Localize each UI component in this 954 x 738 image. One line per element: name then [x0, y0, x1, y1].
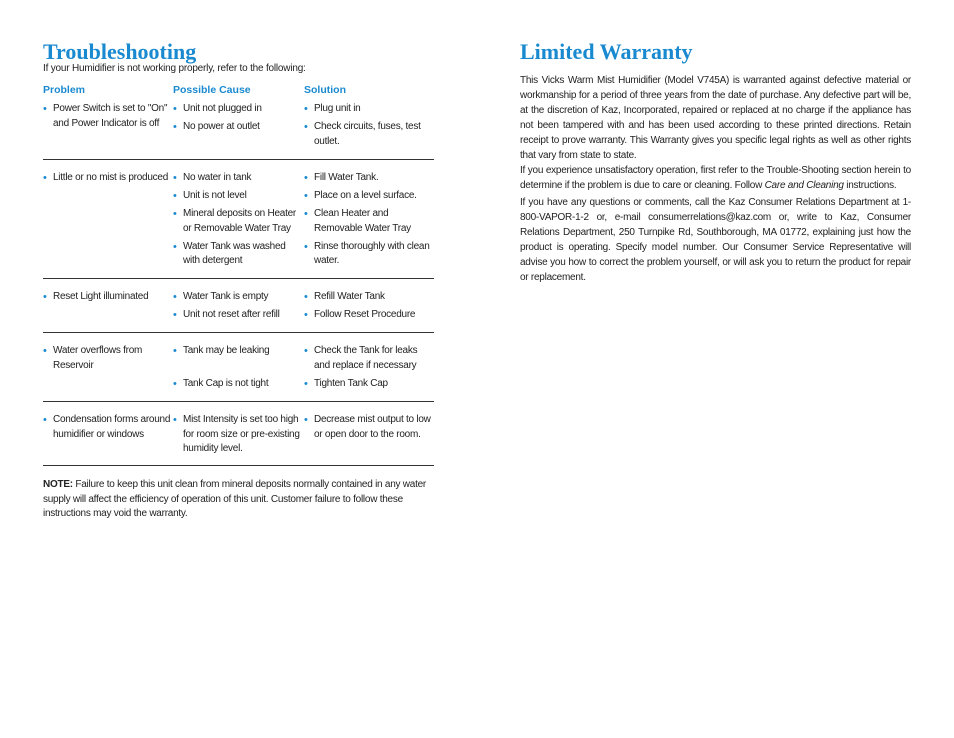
solution-item: • Refill Water Tank	[304, 290, 434, 305]
note-label: NOTE:	[43, 479, 73, 490]
row1-solutions	[304, 102, 434, 149]
warranty-paragraph-3: If you have any questions or comments, call the Kaz Consumer Relations Department at 1-800-VAPOR-1-2 or, e-mail consumerrelations@kaz.com or, write to Kaz, Consumer Relations Department, 250 Turnpike Rd, Southborough, MA 01772, explaining just how the product is operating. Specify model number. Our Consumer Service Representative will advise you how to correct the problem yourself, or will ask you to return the product for repair or replacement.	[520, 197, 911, 283]
cause-item: • No water in tank	[173, 171, 303, 186]
problem-item: • Water overflows from Reservoir	[43, 344, 161, 373]
cause-item: • Mineral deposits on Heater or Removable Water Tray	[173, 207, 303, 236]
row-divider	[43, 332, 434, 333]
row-divider	[43, 159, 434, 160]
row4-solutions	[304, 344, 434, 391]
row-divider	[43, 278, 434, 279]
row3-causes	[173, 290, 303, 323]
row3-problem	[43, 290, 169, 305]
row5-problem	[43, 413, 173, 442]
row1-causes	[173, 102, 303, 135]
solution-item: • Check the Tank for leaks and replace if necessary	[304, 344, 434, 373]
solution-item: • Place on a level surface.	[304, 189, 434, 204]
header-problem: Problem	[43, 84, 86, 96]
cause-item: • No power at outlet	[173, 120, 303, 135]
problem-item: • Condensation forms around humidifier or windows	[43, 413, 173, 442]
cause-item: • Water Tank is empty	[173, 290, 303, 305]
cause-item: • Unit not reset after refill	[173, 308, 303, 323]
solution-item: • Decrease mist output to low or open door to the room.	[304, 413, 434, 442]
row4-problem	[43, 344, 161, 373]
cause-item: • Unit not plugged in	[173, 102, 303, 117]
row4-causes	[173, 344, 303, 391]
solution-item: • Follow Reset Procedure	[304, 308, 434, 323]
solution-item: • Check circuits, fuses, test outlet.	[304, 120, 434, 149]
row1-problem	[43, 102, 169, 131]
cause-item: • Mist Intensity is set too high for room size or pre-existing humidity level.	[173, 413, 303, 457]
cause-item: • Tank may be leaking	[173, 344, 303, 359]
warranty-note	[43, 478, 435, 522]
row2-solutions	[304, 171, 434, 269]
row-divider	[43, 465, 434, 466]
problem-item: • Little or no mist is produced	[43, 171, 175, 186]
row5-causes	[173, 413, 303, 457]
row5-solutions	[304, 413, 434, 442]
cause-item: • Tank Cap is not tight	[173, 377, 303, 392]
row2-causes	[173, 171, 303, 269]
warranty-title: Limited Warranty	[520, 39, 693, 64]
header-possible-cause: Possible Cause	[173, 84, 251, 96]
care-and-cleaning-ref: Care and Cleaning	[764, 180, 844, 191]
warranty-paragraph-1: This Vicks Warm Mist Humidifier (Model V745A) is warranted against defective material or workmanship for a period of three years from the date of purchase. Any defective part will be, at the discretion of Kaz, Incorporated, repaired or replaced at no charge if the appliance has not been tampered with and has been used according to these printed directions. Retain receipt to prove warranty. This Warranty gives you specific legal rights as well as other rights that vary from state to state.	[520, 75, 911, 161]
paragraph-text: instructions.	[843, 180, 897, 191]
cause-item: • Water Tank was washed with detergent	[173, 240, 303, 269]
row-divider	[43, 401, 434, 402]
header-solution: Solution	[304, 84, 346, 96]
solution-item: • Rinse thoroughly with clean water.	[304, 240, 434, 269]
troubleshooting-intro: If your Humidifier is not working properly, refer to the following:	[43, 63, 306, 74]
cause-item: • Unit is not level	[173, 189, 303, 204]
warranty-paragraph-2	[520, 163, 911, 193]
troubleshooting-title: Troubleshooting	[43, 39, 197, 64]
solution-item: • Fill Water Tank.	[304, 171, 434, 186]
solution-item: • Tighten Tank Cap	[304, 377, 434, 392]
note-text: Failure to keep this unit clean from mineral deposits normally contained in any water supply will affect the efficiency of operation of this unit. Customer failure to follow these instructions may void the warranty.	[43, 479, 426, 519]
solution-item: • Clean Heater and Removable Water Tray	[304, 207, 434, 236]
row3-solutions	[304, 290, 434, 323]
problem-item: • Power Switch is set to "On" and Power Indicator is off	[43, 102, 169, 131]
paragraph-text: If you experience unsatisfactory operation, first refer to the Trouble-Shooting section herein to determine if the problem is due to care or cleaning. Follow	[520, 165, 911, 191]
problem-item: • Reset Light illuminated	[43, 290, 169, 305]
row2-problem	[43, 171, 175, 186]
solution-item: • Plug unit in	[304, 102, 434, 117]
